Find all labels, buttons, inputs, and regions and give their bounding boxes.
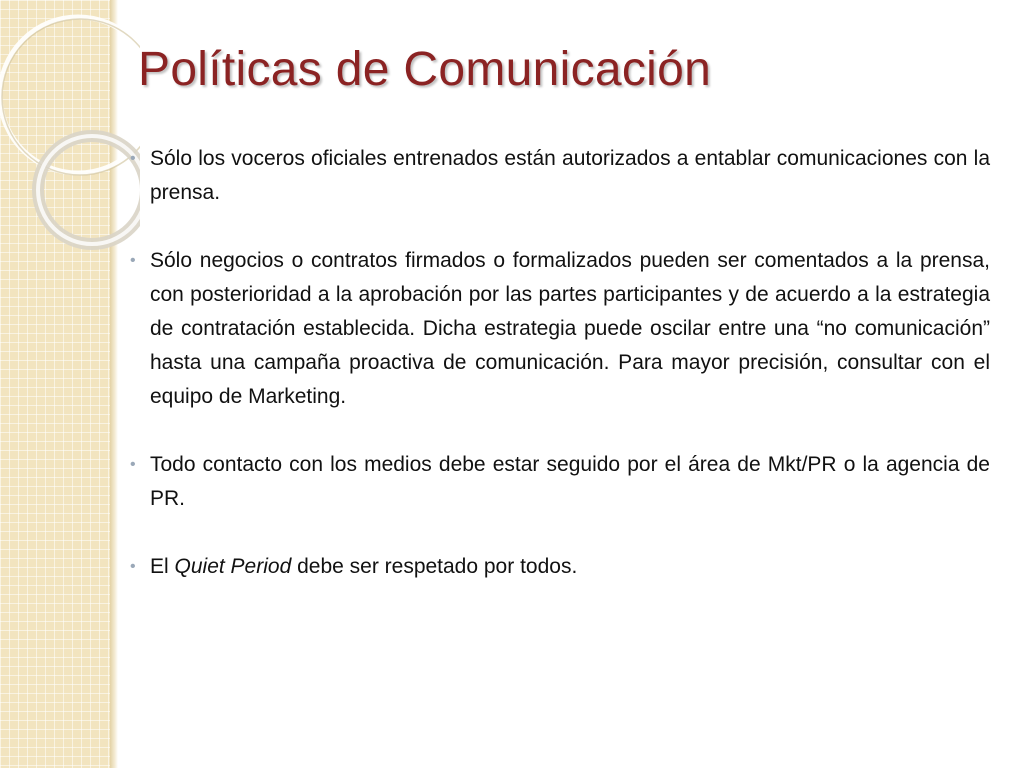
bullet-dot-icon: • bbox=[130, 252, 136, 269]
quiet-period-term: Quiet Period bbox=[174, 555, 292, 578]
bullet-text: Sólo negocios o contratos firmados o formalizados pueden ser comentados a la prensa, con posterioridad a la aprobación por las partes participantes y de acuerdo a la estrategia de contratación establecida. Dicha estrategia puede oscilar entre una “no comunicación” hasta una campaña proactiva de comunicación. Para mayor precisión, consultar con el equipo de Marketing. bbox=[150, 249, 990, 408]
bullet-text: Todo contacto con los medios debe estar seguido por el área de Mkt/PR o la agencia de PR. bbox=[150, 453, 990, 510]
bullet-item bbox=[128, 142, 990, 210]
bullet-dot-icon: • bbox=[130, 150, 136, 167]
bullet-item bbox=[128, 448, 990, 516]
slide-title: Políticas de Comunicación bbox=[138, 43, 712, 96]
bullet-text-suffix: debe ser respetado por todos. bbox=[291, 555, 578, 578]
bullet-dot-icon: • bbox=[130, 558, 136, 575]
bullet-text: Sólo los voceros oficiales entrenados están autorizados a entablar comunicaciones con la prensa. bbox=[150, 147, 990, 204]
bullet-text-prefix: El bbox=[150, 555, 175, 578]
decorative-rings bbox=[0, 0, 140, 280]
bullet-dot-icon: • bbox=[130, 456, 136, 473]
bullet-item bbox=[128, 550, 990, 584]
bullet-item bbox=[128, 244, 990, 414]
bullet-list bbox=[128, 142, 990, 618]
